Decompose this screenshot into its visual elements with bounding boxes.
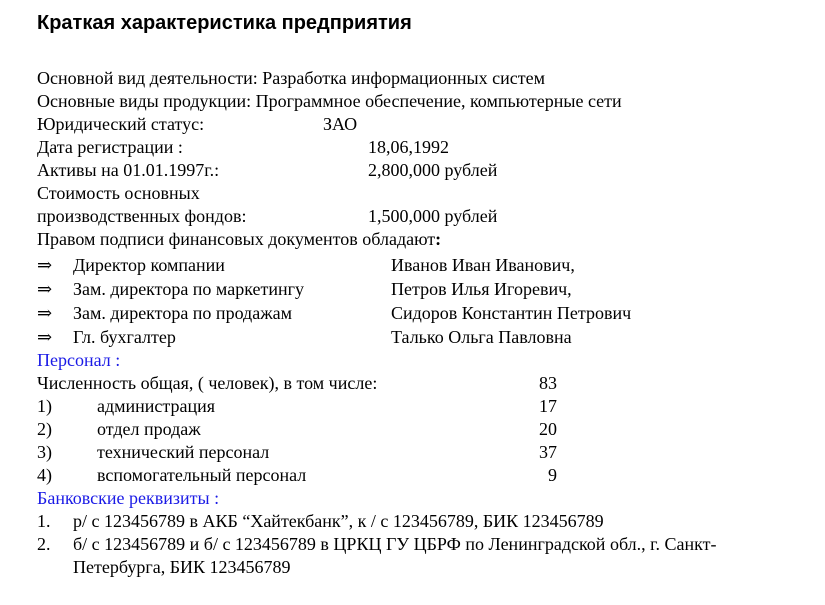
assets-label: Активы на 01.01.1997г.: [37,160,220,180]
signatory-3-bullet: ⇒ [37,303,53,323]
registration-label: Дата регистрации : [37,137,183,157]
personnel-3-num: 3) [37,442,52,462]
bank-2-text-cont: Петербурга, БИК 123456789 [73,557,291,577]
signatories-heading-colon: : [435,229,442,249]
signatories-heading [37,228,441,251]
personnel-4-label: вспомогательный персонал [97,465,307,485]
personnel-1-value: 17 [539,396,557,416]
registration-value: 18,06,1992 [368,137,449,157]
signatory-2-name: Петров Илья Игоревич, [391,279,572,299]
main-activity-row [37,67,545,90]
signatory-1-bullet: ⇒ [37,255,53,275]
main-activity-label: Основной вид деятельности: [37,68,258,88]
signatory-3-position: Зам. директора по продажам [73,303,293,323]
personnel-2-value: 20 [539,419,557,439]
personnel-heading: Персонал : [37,350,121,370]
bank-heading: Банковские реквизиты : [37,488,220,508]
legal-status-label: Юридический статус: [37,114,205,134]
signatory-4-position: Гл. бухгалтер [73,327,176,347]
products-value: Программное обеспечение, компьютерные сети [255,91,622,111]
personnel-total-value: 83 [539,373,557,393]
main-activity-value: Разработка информационных систем [262,68,545,88]
personnel-3-value: 37 [539,442,557,462]
assets-value: 2,800,000 рублей [368,160,498,180]
signatory-4-name: Талько Ольга Павловна [391,327,572,347]
personnel-1-label: администрация [97,396,216,416]
signatory-1-name: Иванов Иван Иванович, [391,255,575,275]
bank-1-num: 1. [37,511,51,531]
personnel-4-value: 9 [548,465,557,485]
personnel-total-label: Численность общая, ( человек), в том числе: [37,373,378,393]
page-title: Краткая характеристика предприятия [37,12,412,34]
personnel-1-num: 1) [37,396,52,416]
personnel-2-num: 2) [37,419,52,439]
fixed-assets-value: 1,500,000 рублей [368,206,498,226]
signatory-2-position: Зам. директора по маркетингу [73,279,304,299]
signatories-heading-text: Правом подписи финансовых документов обладают [37,229,436,249]
personnel-3-label: технический персонал [97,442,270,462]
signatory-3-name: Сидоров Константин Петрович [391,303,632,323]
products-row [37,90,622,113]
bank-2-text: б/ с 123456789 и б/ с 123456789 в ЦРКЦ ГУ ЦБРФ по Ленинградской обл., г. Санкт- [73,534,717,554]
fixed-assets-label-line2: производственных фондов: [37,206,247,226]
signatory-1-position: Директор компании [73,255,225,275]
legal-status-value: ЗАО [323,114,358,134]
products-label: Основные виды продукции: [37,91,252,111]
fixed-assets-label-line1: Стоимость основных [37,183,200,203]
signatory-4-bullet: ⇒ [37,327,53,347]
personnel-2-label: отдел продаж [97,419,201,439]
personnel-4-num: 4) [37,465,52,485]
signatory-2-bullet: ⇒ [37,279,53,299]
bank-1-text: р/ с 123456789 в АКБ “Хайтекбанк”, к / с 123456789, БИК 123456789 [73,511,604,531]
bank-2-num: 2. [37,534,51,554]
